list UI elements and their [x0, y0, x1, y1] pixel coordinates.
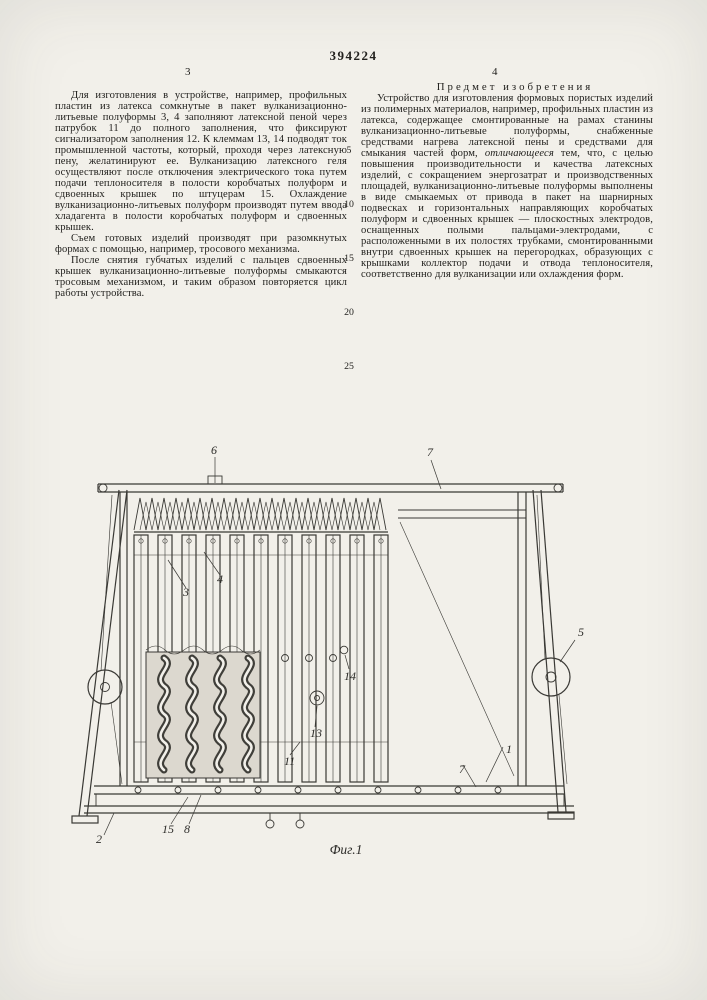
fig-label-6: 6 [211, 443, 217, 457]
left-paragraph-1: Для изготовления в устройстве, например, профильных пластин из латекса сомкнутые в пакет вулканизационно-литьевые полуформы 3, 4 заполняют латексной пеной через патрубок 11 до полного заполнения, что фиксируют сигнализатором заполнения 12. К клеммам 13, 14 подводят ток промышленной частоты, который, проходя через латексную пену, желатинируют ее. Вулканизацию латексного геля осуществляют после отключения электрического тока путем подачи теплоносителя в полости коробчатых полуформ и сдвоенных крышек по штуцерам 15. Охлаждение вулканизационно-литьевых полуформ производят путем ввода хладагента в полости коробчатых полуформ и сдвоенных крышек. [55, 90, 347, 233]
figure-drawing [48, 440, 663, 860]
fig-label-15: 15 [162, 822, 174, 836]
patent-figure [48, 440, 663, 860]
page-number-right: 4 [492, 66, 498, 78]
suspension-springs [134, 498, 388, 532]
figure-caption: Фиг.1 [329, 842, 363, 857]
line-number-5: 5 [346, 145, 352, 156]
fig-label-7-bottom: 7 [459, 762, 465, 776]
line-number-20: 20 [344, 307, 354, 318]
left-paragraph-2: Съем готовых изделий производят при разомкнутых формах с помощью, например, тросового механизма. [55, 233, 347, 255]
line-number-25: 25 [344, 361, 354, 372]
base-rail [84, 786, 574, 828]
fig-label-2: 2 [96, 832, 102, 846]
fig-label-14: 14 [344, 669, 356, 683]
fig-label-4: 4 [217, 572, 223, 586]
fig-label-3: 3 [183, 585, 189, 599]
fig-label-8: 8 [184, 822, 190, 836]
claim-paragraph [361, 93, 653, 280]
right-column [361, 82, 653, 280]
fig-label-7-top: 7 [427, 445, 433, 459]
fig-label-1: 1 [506, 742, 512, 756]
line-number-15: 15 [344, 253, 354, 264]
left-pulley [88, 495, 122, 784]
claim-text-pre: Устройство для изготовления формовых пористых изделий из полимерных материалов, например, профильных пластин из латекса, содержащее смонтированные на рамах станины вулканизационно-литьевые полуформы, снабженные средствами нагрева латексной пены и средствами для смыкания частей форм, [361, 93, 653, 159]
patent-number: 394224 [329, 48, 378, 63]
right-pulley [532, 495, 570, 784]
fig-label-13: 13 [310, 726, 322, 740]
top-beam [98, 476, 563, 492]
molded-products [146, 646, 260, 778]
fig-label-5: 5 [578, 625, 584, 639]
left-column [55, 90, 347, 299]
page-number-left: 3 [185, 66, 191, 78]
claim-heading: Предмет изобретения [436, 81, 594, 93]
left-paragraph-3: После снятия губчатых изделий с пальцев сдвоенных крышек вулканизационно-литьевые полуформы смыкаются тросовым механизмом, и таким образом повторяется цикл работы устройства. [55, 255, 347, 299]
claim-text-post: тем, что, с целью повышения производительности и качества латексных изделий, с сокращением энергозатрат и производственных площадей, вулканизационно-литьевые полуформы выполнены в виде смыкаемых от привода в пакет на шарнирных подвесках и горизонтальных направляющих коробчатых полуформ и сдвоенных крышек — плоскостных электродов, оснащенных полыми пальцами-электродами, с расположенными в их полостях трубками, смонтированными внутри сдвоенных крышек на перегородках, образующих с крышками коллектор подачи и отвода теплоносителя, соответственно для вулканизации или охлаждения форм. [361, 148, 654, 280]
fig-label-11: 11 [284, 754, 296, 768]
line-number-10: 10 [344, 199, 354, 210]
claim-text-italic: отличающееся [484, 148, 554, 159]
